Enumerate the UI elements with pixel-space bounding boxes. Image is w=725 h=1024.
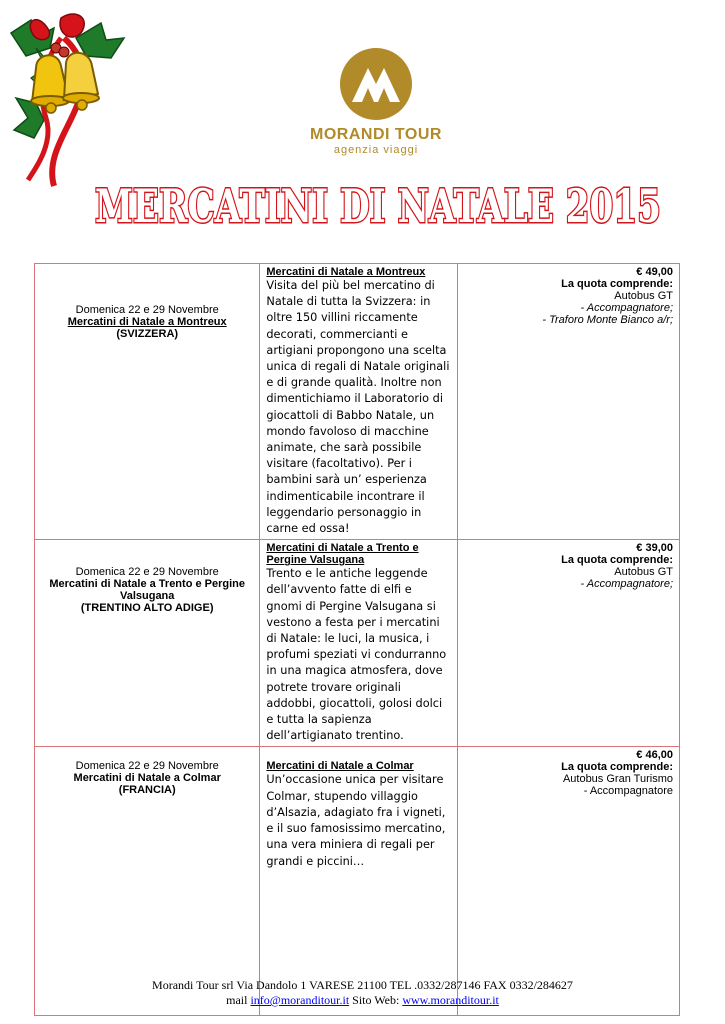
includes-label: La quota comprende:: [561, 554, 673, 567]
trip-region: (TRENTINO ALTO ADIGE): [80, 602, 214, 615]
trip-date: Domenica 22 e 29 Novembre: [75, 760, 219, 773]
trip-price: € 46,00: [636, 749, 673, 762]
includes-item: Autobus GT: [614, 290, 673, 302]
trip-price-cell: [457, 540, 679, 747]
website-link[interactable]: www.moranditour.it: [402, 993, 499, 1007]
page-title-text: MERCATINI DI NATALE 2015: [95, 179, 661, 233]
page-title: [92, 176, 664, 236]
trips-table: [34, 263, 680, 1016]
trip-description-title: Mercatini di Natale a Trento e Pergine Valsugana: [266, 542, 419, 567]
trip-description-cell: [260, 747, 457, 1016]
table-row: [35, 747, 680, 1016]
trip-name: Mercatini di Natale a Trento e Pergine Valsugana: [49, 578, 245, 603]
trip-info-cell: [35, 747, 260, 1016]
trip-description: Trento e le antiche leggende dell’avvento fatte di elfi e gnomi di Pergine Valsugana si vestono a festa per i mercatini di Natale: le luci, la musica, i profumi speziati vi condurranno in una magica atmosfera, dove potrete trovare originali addobbi, giocattoli, golosi dolci e tutta la sapienza dell’artigianato trentino.: [266, 567, 447, 743]
includes-item: Autobus GT: [614, 566, 673, 579]
page-footer: [0, 978, 725, 1008]
brand-name: MORANDI TOUR: [310, 126, 442, 143]
includes-item: - Accompagnatore;: [580, 302, 673, 314]
includes-label: La quota comprende:: [561, 278, 673, 290]
brand-subtitle: agenzia viaggi: [333, 144, 419, 156]
trip-price: € 39,00: [636, 542, 673, 555]
trip-region: (FRANCIA): [118, 784, 176, 797]
table-row: [35, 264, 680, 540]
table-row: [35, 540, 680, 747]
footer-site-label: Sito Web:: [352, 993, 400, 1007]
includes-label: La quota comprende:: [561, 761, 673, 774]
trip-info-cell: [35, 264, 260, 540]
footer-mail-label: mail: [226, 993, 248, 1007]
footer-address: Morandi Tour srl Via Dandolo 1 VARESE 21100 TEL .0332/287146 FAX 0332/284627: [152, 978, 573, 992]
includes-item: - Accompagnatore: [583, 785, 673, 798]
trip-price-cell: [457, 264, 679, 540]
trip-price-cell: [457, 747, 679, 1016]
trip-name: Mercatini di Natale a Colmar: [73, 772, 221, 785]
trip-date: Domenica 22 e 29 Novembre: [75, 566, 219, 579]
trip-date: Domenica 22 e 29 Novembre: [75, 304, 219, 316]
mountain-logo-icon: [338, 46, 414, 122]
christmas-bells-holly-icon: [6, 8, 132, 190]
trip-region: (SVIZZERA): [116, 328, 179, 340]
trip-description-cell: [260, 540, 457, 747]
trip-price: € 49,00: [636, 266, 673, 278]
trip-description: Un’occasione unica per visitare Colmar, stupendo villaggio d’Alsazia, adagiato fra i vigneti, e il suo famosissimo mercatino, una vera miniera di regali per grandi e piccini…: [266, 773, 446, 868]
trip-description-title: Mercatini di Natale a Montreux: [266, 266, 426, 278]
trip-description-title: Mercatini di Natale a Colmar: [266, 760, 414, 773]
includes-item: - Accompagnatore;: [580, 578, 673, 591]
company-logo: [296, 46, 456, 158]
trip-info-cell: [35, 540, 260, 747]
trip-description: Visita del più bel mercatino di Natale di tutta la Svizzera: in oltre 150 villini riccamente decorati, commercianti e artigiani propongono una scelta unica di regali di Natale originali e di grande qualità. Inoltre non dimentichiamo il Laboratorio di giocattoli di Babbo Natale, un mondo favoloso di macchine animate, che sarà possibile visitare (facoltativo). Per i bambini sarà un’ esperienza indimenticabile incontrare il leggendario personaggio in carne ed ossa!: [266, 279, 450, 536]
footer-contacts: [0, 993, 725, 1008]
includes-item: - Traforo Monte Bianco a/r;: [542, 314, 673, 326]
email-link[interactable]: info@moranditour.it: [250, 993, 350, 1007]
trip-description-cell: [260, 264, 457, 540]
trip-name: Mercatini di Natale a Montreux: [67, 316, 227, 328]
includes-item: Autobus Gran Turismo: [562, 773, 673, 786]
